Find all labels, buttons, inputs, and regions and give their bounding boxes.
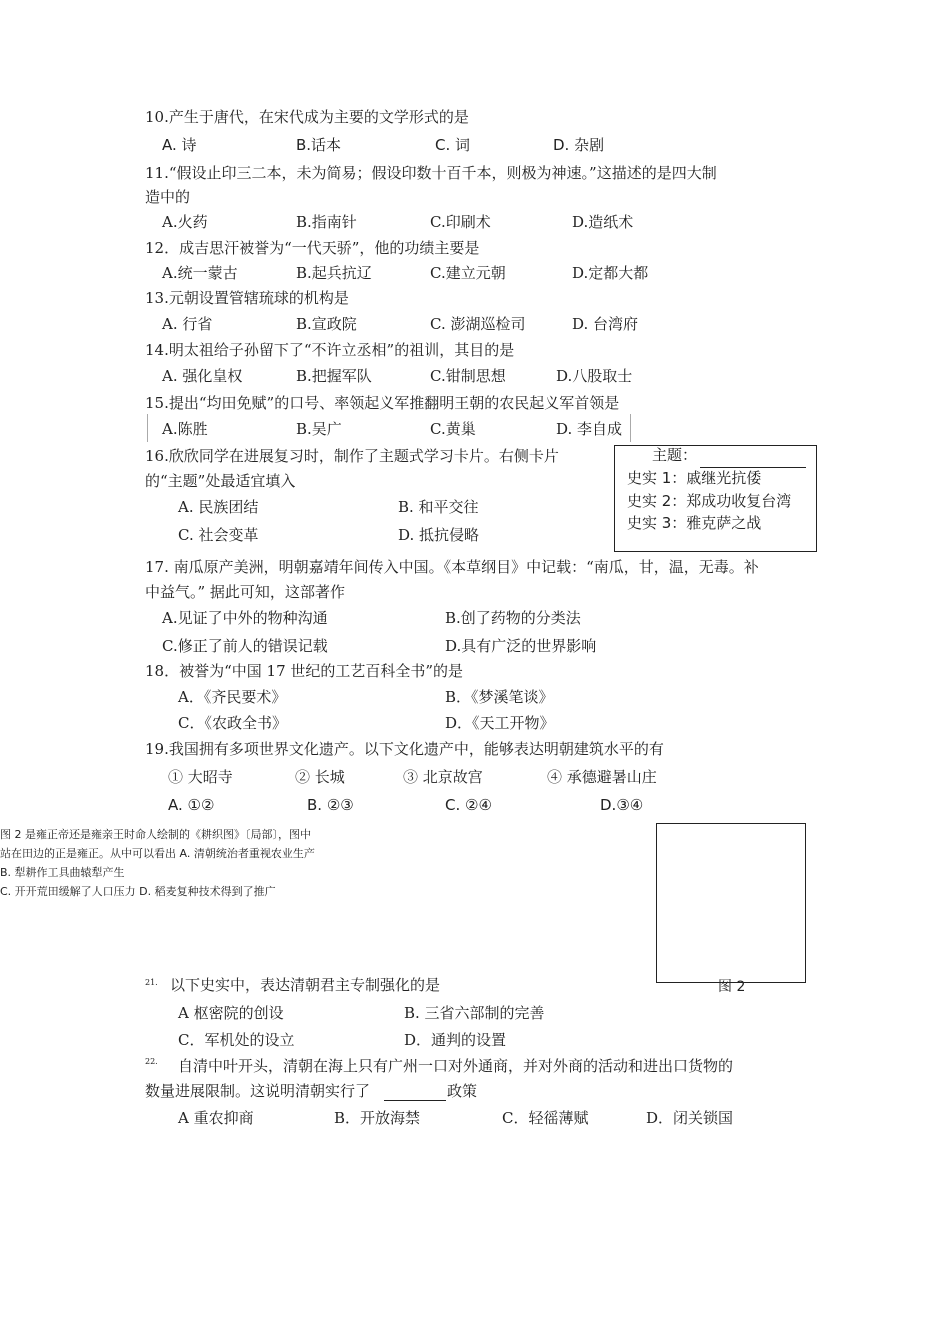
q21-option-d: D．通判的设置 (404, 1031, 507, 1049)
figure-2-image (656, 823, 806, 983)
q19-stem: 19.我国拥有多项世界文化遗产。以下文化遗产中，能够表达明朝建筑水平的有 (145, 740, 664, 758)
q22-blank-line (384, 1100, 446, 1101)
q11-option-d: D.造纸术 (572, 213, 634, 231)
q18-option-a: A．《齐民要术》 (178, 688, 287, 706)
figure-2-caption: 图 2 (718, 979, 746, 995)
q16-stem-line1: 16.欣欣同学在进展复习时，制作了主题式学习卡片。右侧卡片 (145, 447, 559, 465)
q16-option-b: B. 和平交往 (398, 498, 479, 516)
q12-stem: 12．成吉思汗被誉为“一代天骄”，他的功绩主要是 (145, 239, 480, 257)
q20-line2: 站在田边的正是雍正。从中可以看出 A. 清朝统治者重视农业生产 (0, 847, 315, 860)
q22-option-c: C．轻徭薄赋 (502, 1109, 589, 1127)
study-card-title: 主题： (652, 446, 698, 464)
q14-option-c: C.钳制思想 (430, 367, 506, 385)
q11-option-b: B.指南针 (296, 213, 357, 231)
q18-option-b: B．《梦溪笔谈》 (445, 688, 554, 706)
q17-option-a: A.见证了中外的物种沟通 (162, 609, 328, 627)
q21-number: 21. (145, 978, 158, 987)
q19-option-d: D.③④ (600, 796, 644, 814)
q13-option-d: D. 台湾府 (572, 315, 639, 333)
q18-option-c: C．《农政全书》 (178, 714, 287, 732)
q17-option-b: B.创了药物的分类法 (445, 609, 581, 627)
q11-stem-line2: 造中的 (145, 188, 191, 206)
q11-option-a: A.火药 (162, 213, 208, 231)
q13-option-b: B.宣政院 (296, 315, 357, 333)
q21-option-b: B. 三省六部制的完善 (404, 1004, 545, 1022)
q22-number: 22. (145, 1057, 158, 1066)
q20-line1: 图 2 是雍正帝还是雍亲王时命人绘制的《耕织图》〔局部〕，图中 (0, 828, 311, 841)
q21-option-a: A 枢密院的创设 (178, 1004, 284, 1022)
q14-stem: 14.明太祖给子孙留下了“不许立丞相”的祖训，其目的是 (145, 341, 515, 359)
q22-stem-line1: 自清中叶开头，清朝在海上只有广州一口对外通商，并对外商的活动和进出口货物的 (178, 1057, 734, 1075)
q15-stem: 15.提出“均田免赋”的口号、率领起义军推翻明王朝的农民起义军首领是 (145, 394, 620, 412)
q12-option-c: C.建立元朝 (430, 264, 506, 282)
q21-stem: 以下史实中，表达清朝君主专制强化的是 (170, 976, 441, 994)
q19-item-1: ① 大昭寺 (168, 768, 233, 786)
q17-stem-line2: 中益气。” 据此可知，这部著作 (145, 583, 345, 601)
q12-option-b: B.起兵抗辽 (296, 264, 372, 282)
q18-stem: 18．被誉为“中国 17 世纪的工艺百科全书”的是 (145, 662, 464, 680)
q10-option-c: C. 词 (435, 136, 471, 154)
q22-stem-line2b: 政策 (447, 1082, 478, 1100)
q15-option-a: A.陈胜 (162, 420, 208, 438)
q10-option-b: B.话本 (296, 136, 342, 154)
q16-option-d: D. 抵抗侵略 (398, 526, 480, 544)
q10-stem: 10.产生于唐代，在宋代成为主要的文学形式的是 (145, 108, 469, 126)
q15-option-b: B.吴广 (296, 420, 342, 438)
q15-option-c: C.黄巢 (430, 420, 476, 438)
q19-option-c: C. ②④ (445, 796, 492, 814)
q20-line4: C. 开开荒田缓解了人口压力 D. 稻麦复种技术得到了推广 (0, 885, 276, 898)
q20-line3: B. 犁耕作工具曲辕犁产生 (0, 866, 125, 879)
q21-option-c: C．军机处的设立 (178, 1031, 295, 1049)
q10-option-d: D. 杂剧 (553, 136, 605, 154)
q22-option-a: A 重农抑商 (178, 1109, 254, 1127)
q14-option-d: D.八股取士 (556, 367, 633, 385)
q18-option-d: D．《天工开物》 (445, 714, 555, 732)
study-card-fact-3: 史实 3：雅克萨之战 (627, 514, 762, 532)
q22-option-d: D．闭关锁国 (646, 1109, 734, 1127)
q14-option-b: B.把握军队 (296, 367, 372, 385)
q19-option-a: A. ①② (168, 796, 215, 814)
q19-option-b: B. ②③ (307, 796, 354, 814)
q16-option-a: A. 民族团结 (178, 498, 259, 516)
q12-option-d: D.定都大都 (572, 264, 649, 282)
q13-stem: 13.元朝设置管辖琉球的机构是 (145, 289, 349, 307)
q22-option-b: B．开放海禁 (334, 1109, 421, 1127)
q19-item-4: ④ 承德避暑山庄 (547, 768, 657, 786)
q11-option-c: C.印刷术 (430, 213, 491, 231)
study-card-fact-1: 史实 1：戚继光抗倭 (627, 469, 762, 487)
q10-option-a: A. 诗 (162, 136, 197, 154)
q19-item-2: ② 长城 (295, 768, 345, 786)
q22-stem-line2a: 数量进展限制。这说明清朝实行了 (145, 1082, 371, 1100)
q19-item-3: ③ 北京故宫 (403, 768, 483, 786)
q16-option-c: C. 社会变革 (178, 526, 259, 544)
q13-option-c: C. 澎湖巡检司 (430, 315, 526, 333)
q17-option-d: D.具有广泛的世界影响 (445, 637, 597, 655)
q17-stem-line1: 17. 南瓜原产美洲，明朝嘉靖年间传入中国。《本草纲目》中记载：“南瓜，甘，温，无毒。补 (145, 558, 759, 576)
q15-option-d: D. 李自成 (556, 420, 623, 438)
q17-option-c: C.修正了前人的错误记载 (162, 637, 328, 655)
study-card-fact-2: 史实 2：郑成功收复台湾 (627, 492, 792, 510)
q12-option-a: A.统一蒙古 (162, 264, 238, 282)
q13-option-a: A. 行省 (162, 315, 213, 333)
q14-option-a: A. 强化皇权 (162, 367, 243, 385)
q16-stem-line2: 的“主题”处最适宜填入 (145, 472, 296, 490)
q11-stem-line1: 11.“假设止印三二本，未为简易；假设印数十百千本，则极为神速。”这描述的是四大制 (145, 164, 717, 182)
